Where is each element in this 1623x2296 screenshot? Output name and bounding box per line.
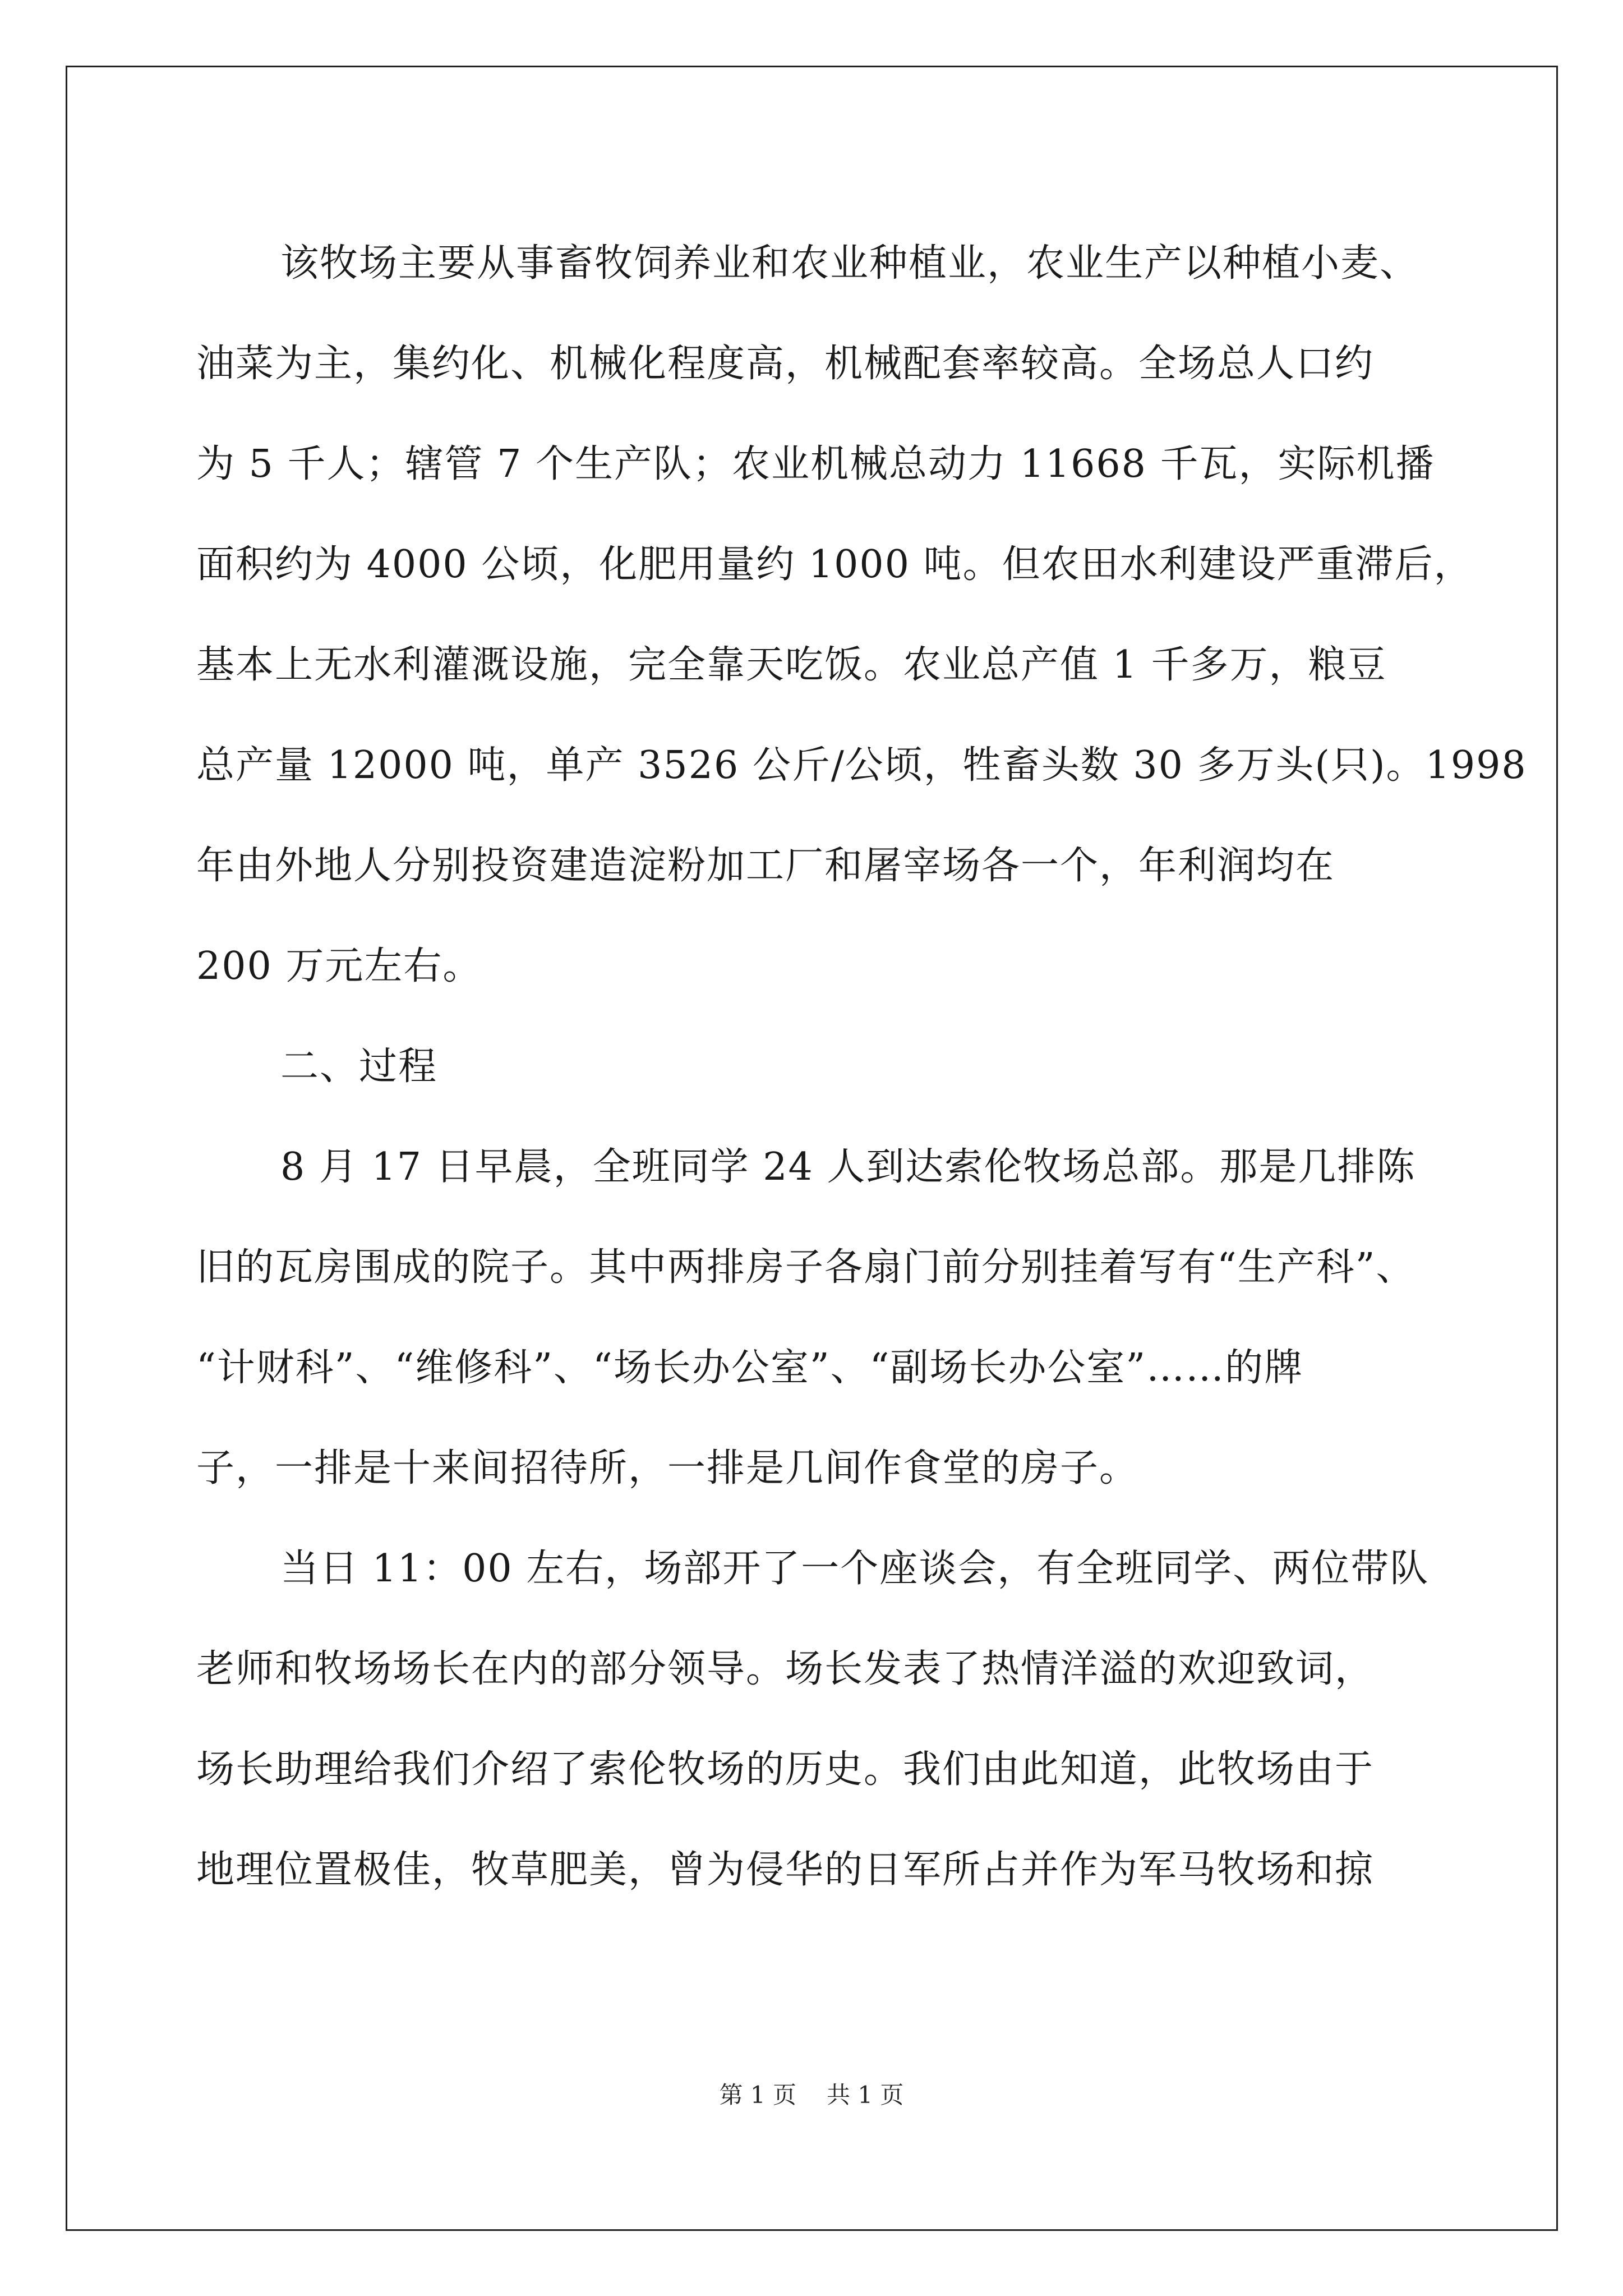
document-body <box>196 213 1527 1920</box>
paragraph-line: 总产量 12000 吨，单产 3526 公斤/公顷，牲畜头数 30 多万头(只)。1998 <box>196 743 1527 788</box>
paragraph-line: 老师和牧场场长在内的部分领导。场长发表了热情洋溢的欢迎致词， <box>196 1647 1375 1691</box>
paragraph-line: 子，一排是十来间招待所，一排是几间作食堂的房子。 <box>196 1446 1139 1490</box>
paragraph-line: 地理位置极佳，牧草肥美，曾为侵华的日军所占并作为军马牧场和掠 <box>196 1848 1375 1892</box>
paragraph-line: 8 月 17 日早晨，全班同学 24 人到达索伦牧场总部。那是几排陈 <box>280 1145 1416 1189</box>
paragraph-line: 200 万元左右。 <box>196 944 482 988</box>
paragraph-line: 为 5 千人；辖管 7 个生产队；农业机械总动力 11668 千瓦，实际机播 <box>196 442 1435 486</box>
section-heading: 二、过程 <box>280 1045 438 1089</box>
paragraph-line: 面积约为 4000 公顷，化肥用量约 1000 吨。但农田水利建设严重滞后， <box>196 542 1473 587</box>
paragraph-line: 旧的瓦房围成的院子。其中两排房子各扇门前分别挂着写有“生产科”、 <box>196 1245 1415 1290</box>
paragraph-line: 油菜为主，集约化、机械化程度高，机械配套率较高。全场总人口约 <box>196 342 1375 386</box>
paragraph-line: 该牧场主要从事畜牧饲养业和农业种植业，农业生产以种植小麦、 <box>280 241 1419 286</box>
page-number: 第 1 页 <box>719 2081 796 2109</box>
paragraph-line: 年由外地人分别投资建造淀粉加工厂和屠宰场各一个，年利润均在 <box>196 844 1335 888</box>
page-total: 共 1 页 <box>827 2081 904 2109</box>
paragraph-line: 当日 11：00 左右，场部开了一个座谈会，有全班同学、两位带队 <box>280 1547 1430 1591</box>
paragraph-line: “计财科”、“维修科”、“场长办公室”、“副场长办公室”……的牌 <box>196 1346 1304 1390</box>
paragraph-line: 场长助理给我们介绍了索伦牧场的历史。我们由此知道，此牧场由于 <box>196 1747 1375 1792</box>
page-footer <box>0 2078 1623 2112</box>
paragraph-line: 基本上无水利灌溉设施，完全靠天吃饭。农业总产值 1 千多万，粮豆 <box>196 643 1387 687</box>
